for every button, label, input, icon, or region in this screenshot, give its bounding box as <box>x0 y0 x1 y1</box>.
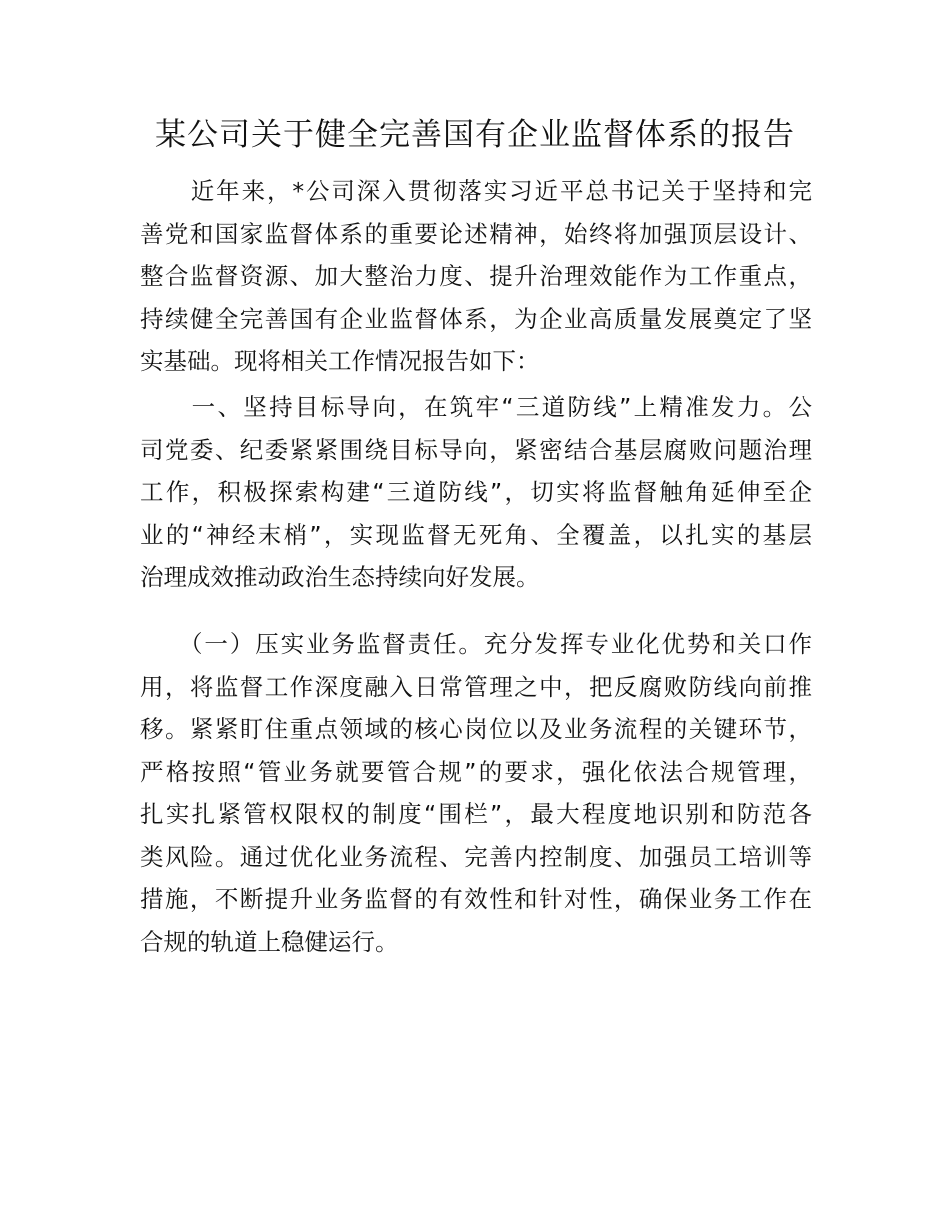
paragraph-line: 合规的轨道上稳健运行。 <box>140 927 399 956</box>
paragraph-line: 持续健全完善国有企业监督体系，为企业高质量发展奠定了坚 <box>140 304 812 333</box>
paragraph-line: 治理成效推动政治生态持续向好发展。 <box>140 563 540 591</box>
paragraph-line: 工作，积极探索构建“三道防线”，切实将监督触角延伸至企 <box>140 478 812 506</box>
paragraph-section-one <box>140 386 812 599</box>
paragraph-line: 移。紧紧盯住重点领域的核心岗位以及业务流程的关键环节， <box>140 715 812 743</box>
paragraph-line: 司党委、纪委紧紧围绕目标导向，紧密结合基层腐败问题治理 <box>140 435 812 464</box>
paragraph-line: 用，将监督工作深度融入日常管理之中，把反腐败防线向前推 <box>140 672 812 701</box>
paragraph-line: （一）压实业务监督责任。充分发挥专业化优势和关口作 <box>140 630 812 658</box>
paragraph-subsection-one <box>140 623 812 963</box>
paragraph-line: 善党和国家监督体系的重要论述精神，始终将加强顶层设计、 <box>140 219 812 248</box>
paragraph-line: 整合监督资源、加大整治力度、提升治理效能作为工作重点， <box>140 262 812 290</box>
paragraph-line: 措施，不断提升业务监督的有效性和针对性，确保业务工作在 <box>140 885 812 913</box>
paragraph-line: 一、坚持目标导向，在筑牢“三道防线”上精准发力。公 <box>140 393 812 421</box>
document-title: 某公司关于健全完善国有企业监督体系的报告 <box>155 117 795 153</box>
paragraph-intro <box>140 170 812 383</box>
paragraph-line: 近年来，*公司深入贯彻落实习近平总书记关于坚持和完 <box>140 177 812 205</box>
paragraph-line: 扎实扎紧管权限权的制度“围栏”，最大程度地识别和防范各 <box>140 800 812 828</box>
paragraph-line: 业的“神经末梢”，实现监督无死角、全覆盖，以扎实的基层 <box>140 520 812 549</box>
paragraph-line: 严格按照“管业务就要管合规”的要求，强化依法合规管理， <box>140 757 812 786</box>
paragraph-line: 类风险。通过优化业务流程、完善内控制度、加强员工培训等 <box>140 842 812 871</box>
paragraph-line: 实基础。现将相关工作情况报告如下： <box>140 347 540 375</box>
